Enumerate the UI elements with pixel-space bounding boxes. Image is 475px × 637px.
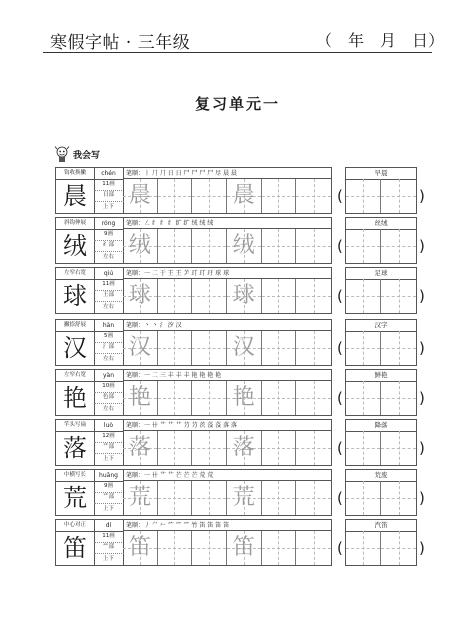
writing-cell[interactable]	[296, 331, 331, 365]
word-writing-cell[interactable]	[346, 229, 381, 263]
word-label: 汽笛	[346, 520, 416, 532]
trace-character: 球	[232, 283, 255, 308]
word-box	[345, 319, 417, 366]
writing-cell[interactable]	[123, 431, 158, 465]
character-box	[55, 419, 332, 466]
word-writing-cell[interactable]	[381, 279, 416, 313]
radical: ⺮部	[94, 542, 124, 554]
date-field	[316, 28, 444, 51]
word-writing-cell[interactable]	[346, 279, 381, 313]
structure: 上下	[94, 504, 124, 515]
model-character: 笛	[56, 531, 95, 565]
character-box	[55, 469, 332, 516]
writing-cell[interactable]	[192, 481, 227, 515]
word-writing-grid	[346, 279, 416, 313]
writing-hint: 左窄右宽	[56, 370, 95, 382]
writing-hint: 左窄右宽	[56, 268, 95, 280]
word-label: 早晨	[346, 168, 416, 180]
stroke-order: 笔顺：丶 丶 氵 汐 汉	[123, 320, 331, 331]
radical: 艹部	[94, 492, 124, 504]
pinyin: hàn	[94, 320, 124, 332]
structure: 上下	[94, 554, 124, 565]
writing-hint: 钩收换撇	[56, 168, 95, 180]
writing-cell[interactable]	[192, 279, 227, 313]
word-writing-grid	[346, 229, 416, 263]
structure: 上下	[94, 454, 124, 465]
trace-character: 晨	[128, 183, 151, 208]
section-heading	[53, 145, 100, 163]
word-label: 足球	[346, 268, 416, 280]
pinyin: yàn	[94, 370, 124, 382]
structure: 左右	[94, 354, 124, 365]
trace-character: 笛	[128, 535, 151, 560]
character-box	[55, 267, 332, 314]
word-label: 鲜艳	[346, 370, 416, 382]
writing-hint: 中横写长	[56, 470, 95, 482]
writing-grid	[123, 229, 331, 263]
word-label: 降落	[346, 420, 416, 432]
writing-cell[interactable]	[227, 179, 262, 213]
date-paren-open: （	[316, 31, 333, 50]
writing-cell[interactable]	[123, 531, 158, 565]
word-writing-grid	[346, 179, 416, 213]
paren-open: (	[337, 489, 343, 507]
writing-cell[interactable]	[227, 381, 262, 415]
writing-cell[interactable]	[262, 531, 297, 565]
writing-grid	[123, 279, 331, 313]
word-writing-grid	[346, 381, 416, 415]
model-character: 荒	[56, 481, 95, 515]
writing-cell[interactable]	[158, 381, 193, 415]
paren-close: )	[419, 237, 425, 255]
stroke-order: 笔顺：丿 ⺈ 𠂉 ⺮ ⺮ ⺮ 竹 笛 笛 笛 笛	[123, 520, 331, 531]
structure: 左右	[94, 404, 124, 415]
word-writing-cell[interactable]	[346, 331, 381, 365]
workbook-title: 寒假字帖 · 三年级	[50, 33, 191, 53]
writing-cell[interactable]	[227, 229, 262, 263]
word-box	[345, 369, 417, 416]
model-character: 汉	[56, 331, 95, 365]
writing-cell[interactable]	[262, 279, 297, 313]
cartoon-character-icon	[53, 145, 71, 163]
writing-cell[interactable]	[262, 431, 297, 465]
trace-character: 荒	[232, 485, 255, 510]
character-box	[55, 369, 332, 416]
word-label: 汉字	[346, 320, 416, 332]
stroke-count: 9画	[94, 229, 124, 241]
trace-character: 艳	[232, 385, 255, 410]
model-character: 绒	[56, 229, 95, 263]
writing-cell[interactable]	[296, 381, 331, 415]
trace-character: 绒	[128, 233, 151, 258]
radical: 艹部	[94, 442, 124, 454]
word-writing-cell[interactable]	[346, 481, 381, 515]
practice-row	[55, 267, 425, 317]
section-label: 我会写	[73, 150, 101, 161]
date-day-label: 日	[412, 31, 429, 50]
word-box	[345, 167, 417, 214]
trace-character: 落	[128, 435, 151, 460]
writing-cell[interactable]	[158, 531, 193, 565]
writing-cell[interactable]	[158, 431, 193, 465]
word-box	[345, 217, 417, 264]
paren-open: (	[337, 339, 343, 357]
word-box	[345, 419, 417, 466]
paren-open: (	[337, 439, 343, 457]
word-writing-grid	[346, 331, 416, 365]
paren-open: (	[337, 237, 343, 255]
paren-open: (	[337, 287, 343, 305]
radical: 氵部	[94, 342, 124, 354]
practice-row	[55, 519, 425, 569]
writing-cell[interactable]	[158, 179, 193, 213]
trace-character: 荒	[128, 485, 151, 510]
word-box	[345, 469, 417, 516]
paren-close: )	[419, 287, 425, 305]
writing-cell[interactable]	[192, 381, 227, 415]
word-box	[345, 267, 417, 314]
writing-grid	[123, 179, 331, 213]
word-box	[345, 519, 417, 566]
word-writing-grid	[346, 531, 416, 565]
structure: 左右	[94, 252, 124, 263]
writing-cell[interactable]	[158, 331, 193, 365]
radical: 日部	[94, 190, 124, 202]
date-paren-close: ）	[428, 31, 445, 50]
stroke-count: 10画	[94, 381, 124, 393]
writing-cell[interactable]	[123, 279, 158, 313]
word-writing-cell[interactable]	[346, 431, 381, 465]
writing-cell[interactable]	[158, 279, 193, 313]
writing-grid	[123, 431, 331, 465]
writing-cell[interactable]	[192, 229, 227, 263]
writing-cell[interactable]	[227, 331, 262, 365]
pinyin: róng	[94, 218, 124, 230]
writing-cell[interactable]	[192, 179, 227, 213]
word-writing-cell[interactable]	[346, 179, 381, 213]
paren-close: )	[419, 539, 425, 557]
date-year-label: 年	[348, 31, 365, 50]
paren-close: )	[419, 187, 425, 205]
word-writing-grid	[346, 431, 416, 465]
writing-cell[interactable]	[158, 481, 193, 515]
writing-cell[interactable]	[262, 381, 297, 415]
practice-row	[55, 419, 425, 469]
model-character: 晨	[56, 179, 95, 213]
paren-close: )	[419, 489, 425, 507]
word-writing-cell[interactable]	[381, 229, 416, 263]
writing-hint: 竿头写扁	[56, 420, 95, 432]
paren-open: (	[337, 539, 343, 557]
writing-cell[interactable]	[296, 229, 331, 263]
practice-row	[55, 217, 425, 267]
trace-character: 艳	[128, 385, 151, 410]
trace-character: 落	[232, 435, 255, 460]
trace-character: 晨	[232, 183, 255, 208]
writing-grid	[123, 381, 331, 415]
stroke-count: 11画	[94, 279, 124, 291]
pinyin: dí	[94, 520, 124, 532]
trace-character: 汉	[128, 335, 151, 360]
word-writing-cell[interactable]	[381, 431, 416, 465]
pinyin: chén	[94, 168, 124, 180]
writing-hint: 中心对正	[56, 520, 95, 532]
model-character: 艳	[56, 381, 95, 415]
practice-row	[55, 167, 425, 217]
word-writing-cell[interactable]	[346, 381, 381, 415]
writing-hint: 斜钩伸展	[56, 218, 95, 230]
trace-character: 球	[128, 283, 151, 308]
writing-hint: 撇捺舒展	[56, 320, 95, 332]
character-box	[55, 217, 332, 264]
trace-character: 绒	[232, 233, 255, 258]
writing-cell[interactable]	[123, 481, 158, 515]
stroke-count: 9画	[94, 481, 124, 493]
writing-cell[interactable]	[227, 431, 262, 465]
writing-cell[interactable]	[123, 179, 158, 213]
paren-close: )	[419, 439, 425, 457]
writing-cell[interactable]	[262, 229, 297, 263]
structure: 上下	[94, 202, 124, 213]
stroke-count: 12画	[94, 431, 124, 443]
character-box	[55, 319, 332, 366]
writing-cell[interactable]	[227, 481, 262, 515]
writing-grid	[123, 531, 331, 565]
stroke-order: 笔顺：一 卄 艹 艹 芒 芒 芒 荒 荒	[123, 470, 331, 481]
stroke-order: 笔顺：一 卄 艹 艹 艹 芀 芀 茨 莈 莈 落 落	[123, 420, 331, 431]
writing-cell[interactable]	[296, 481, 331, 515]
writing-grid	[123, 481, 331, 515]
writing-cell[interactable]	[296, 279, 331, 313]
character-box	[55, 167, 332, 214]
writing-cell[interactable]	[227, 279, 262, 313]
character-box	[55, 519, 332, 566]
structure: 左右	[94, 302, 124, 313]
word-writing-cell[interactable]	[381, 481, 416, 515]
writing-cell[interactable]	[262, 481, 297, 515]
stroke-count: 5画	[94, 331, 124, 343]
stroke-order: 笔顺：㇜ 纟 纟 纟 纩 纩 绒 绒 绒	[123, 218, 331, 229]
stroke-order: 笔顺：一 二 于 王 王 ⺶ 玎 玎 玗 球 球	[123, 268, 331, 279]
word-writing-cell[interactable]	[346, 531, 381, 565]
radical: 王部	[94, 290, 124, 302]
word-writing-cell[interactable]	[381, 179, 416, 213]
writing-cell[interactable]	[123, 331, 158, 365]
paren-open: (	[337, 187, 343, 205]
trace-character: 笛	[232, 535, 255, 560]
page-header	[0, 0, 475, 60]
header-rule	[43, 52, 432, 53]
paren-close: )	[419, 389, 425, 407]
writing-cell[interactable]	[227, 531, 262, 565]
practice-row	[55, 469, 425, 519]
radical: 色部	[94, 392, 124, 404]
stroke-count: 11画	[94, 531, 124, 543]
radical: 纟部	[94, 240, 124, 252]
date-month-label: 月	[380, 31, 397, 50]
writing-cell[interactable]	[192, 331, 227, 365]
pinyin: huāng	[94, 470, 124, 482]
stroke-order: 笔顺：丨 ⺆ ⺆ 日 日 尸 尸 尸 尸 尽 晨 晨	[123, 168, 331, 179]
writing-cell[interactable]	[158, 229, 193, 263]
writing-cell[interactable]	[296, 531, 331, 565]
writing-cell[interactable]	[192, 431, 227, 465]
stroke-order: 笔顺：一 二 三 丰 丰 丰 艳 艳 艳 艳	[123, 370, 331, 381]
stroke-count: 11画	[94, 179, 124, 191]
paren-open: (	[337, 389, 343, 407]
writing-cell[interactable]	[123, 381, 158, 415]
model-character: 落	[56, 431, 95, 465]
word-writing-cell[interactable]	[381, 381, 416, 415]
writing-cell[interactable]	[262, 179, 297, 213]
writing-cell[interactable]	[296, 179, 331, 213]
word-label: 荒废	[346, 470, 416, 482]
writing-grid	[123, 331, 331, 365]
unit-title: 复习单元一	[194, 95, 280, 113]
word-writing-cell[interactable]	[381, 331, 416, 365]
writing-cell[interactable]	[262, 331, 297, 365]
pinyin: luò	[94, 420, 124, 432]
writing-cell[interactable]	[123, 229, 158, 263]
writing-cell[interactable]	[192, 531, 227, 565]
word-label: 丝绒	[346, 218, 416, 230]
practice-row	[55, 319, 425, 369]
writing-cell[interactable]	[296, 431, 331, 465]
trace-character: 汉	[232, 335, 255, 360]
word-writing-cell[interactable]	[381, 531, 416, 565]
paren-close: )	[419, 339, 425, 357]
practice-row	[55, 369, 425, 419]
pinyin: qiú	[94, 268, 124, 280]
model-character: 球	[56, 279, 95, 313]
word-writing-grid	[346, 481, 416, 515]
